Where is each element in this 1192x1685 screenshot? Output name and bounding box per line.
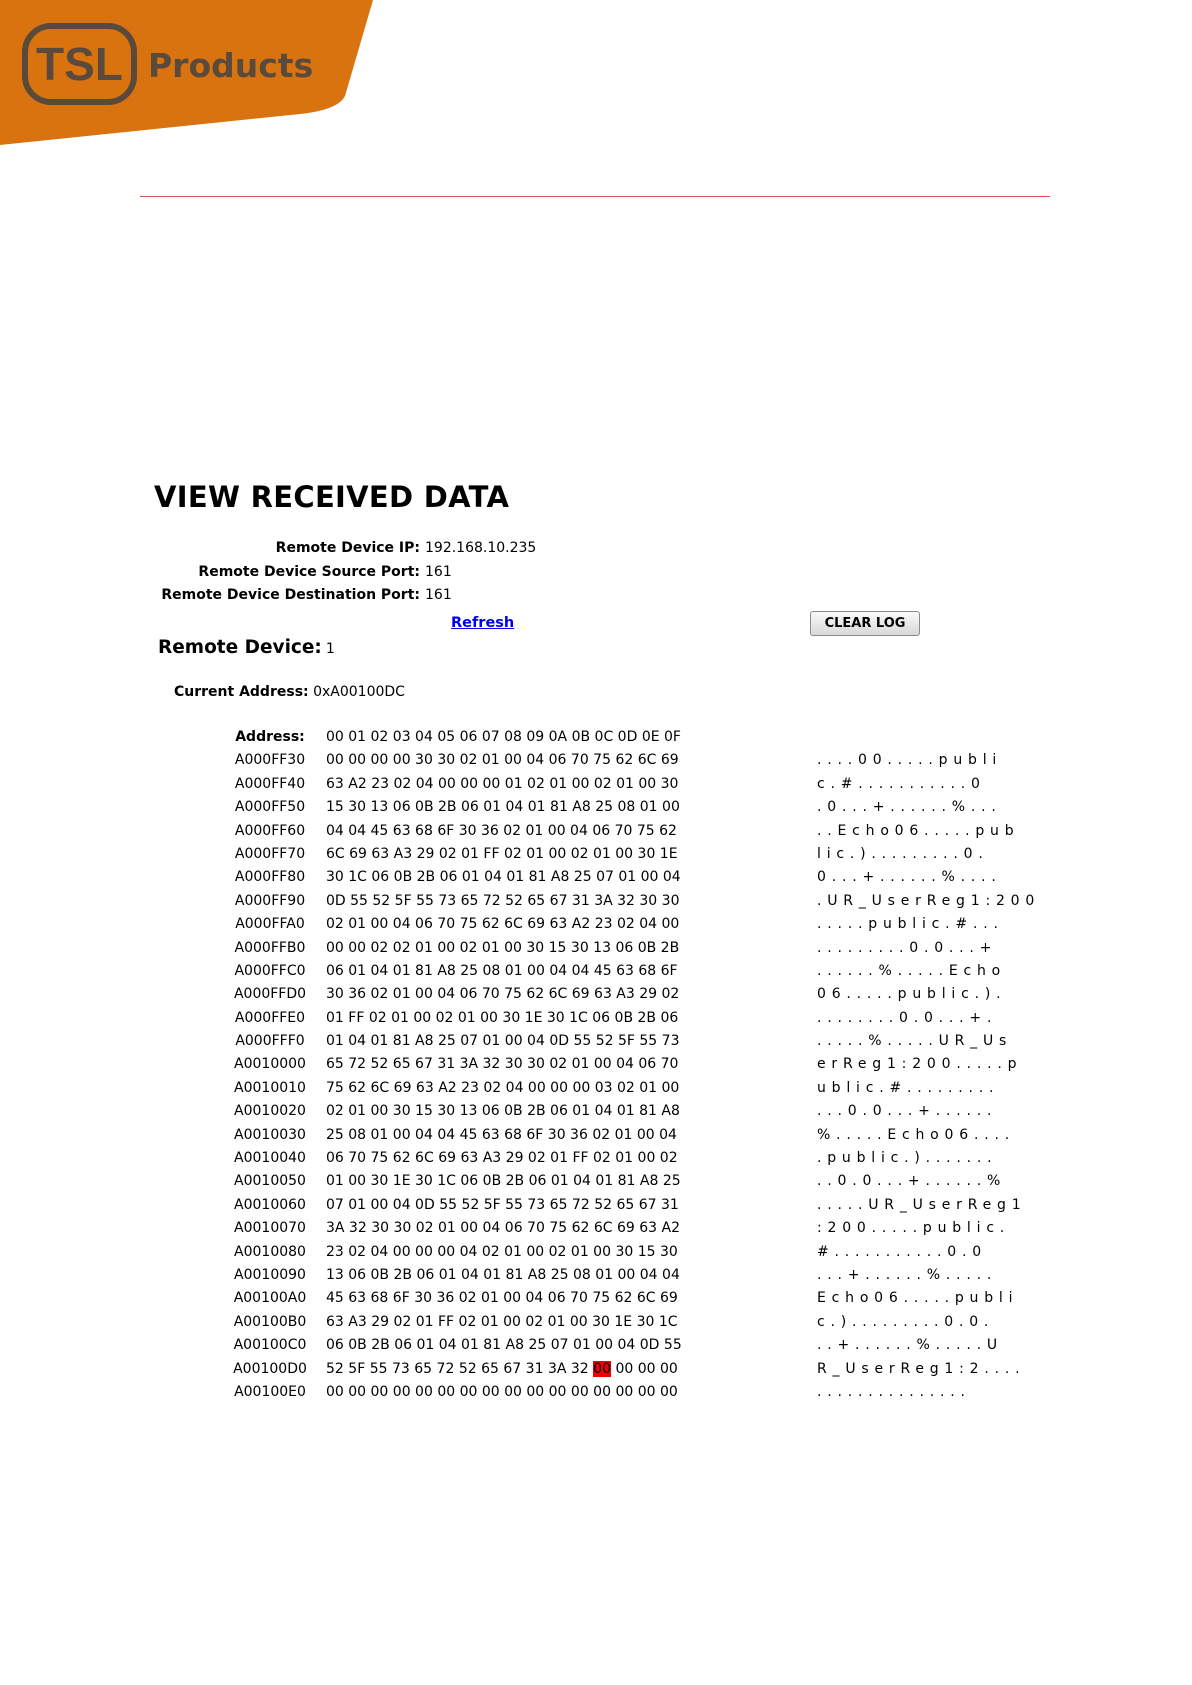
row-address: A0010060 [234, 1196, 306, 1213]
hex-byte: 31 [525, 1360, 544, 1377]
row-ascii: lic.).........0. [817, 845, 989, 862]
hex-byte: 00 [637, 1360, 656, 1377]
row-ascii: c.#...........0 [817, 775, 986, 792]
row-hex-bytes: 01 FF 02 01 00 02 01 00 30 1E 30 1C 06 0B 2B 06 [326, 1009, 679, 1026]
hex-byte: 32 [570, 1360, 589, 1377]
row-ascii: .....UR_UserReg1 [817, 1196, 1027, 1213]
byte-offset-header: 00 01 02 03 04 05 06 07 08 09 0A 0B 0C 0D 0E 0F [326, 729, 681, 745]
row-address: A000FF80 [234, 869, 306, 886]
row-address: A000FF60 [234, 822, 306, 839]
row-address: A000FFE0 [234, 1009, 306, 1026]
row-hex-bytes: 30 36 02 01 00 04 06 70 75 62 6C 69 63 A3 29 02 [326, 986, 680, 1003]
row-hex-bytes: 6C 69 63 A3 29 02 01 FF 02 01 00 02 01 00 30 1E [326, 845, 678, 862]
row-address: A0010040 [234, 1150, 306, 1167]
row-hex-bytes: 00 00 00 00 00 00 00 00 00 00 00 00 00 00 00 00 [326, 1383, 678, 1400]
info-value: 161 [425, 563, 452, 580]
row-hex-bytes: 23 02 04 00 00 00 04 02 01 00 02 01 00 30 15 30 [326, 1243, 678, 1260]
row-ascii: R_UserReg1:2.... [817, 1360, 1026, 1377]
header-divider [140, 196, 1050, 197]
hex-byte: 52 [326, 1360, 344, 1377]
logo-text: TSL [36, 38, 123, 90]
row-address: A000FFD0 [233, 986, 307, 1003]
remote-device-info [150, 540, 536, 611]
row-address: A00100E0 [234, 1383, 306, 1400]
row-hex-bytes: 04 04 45 63 68 6F 30 36 02 01 00 04 06 70 75 62 [326, 822, 677, 839]
row-hex-bytes: 06 0B 2B 06 01 04 01 81 A8 25 07 01 00 04 0D 55 [326, 1337, 682, 1354]
row-address: A0010010 [234, 1079, 306, 1096]
address-column-header: Address: [235, 729, 305, 745]
row-ascii: #...........0.0 [817, 1243, 987, 1260]
remote-device-label: Remote Device: [158, 637, 322, 658]
row-address: A000FFA0 [235, 916, 305, 933]
current-byte-highlight: 00 [593, 1360, 611, 1377]
current-address [174, 684, 405, 700]
row-address: A000FF70 [234, 845, 306, 862]
row-address: A000FF30 [234, 752, 306, 769]
row-address: A000FF40 [234, 775, 306, 792]
row-hex-bytes: 65 72 52 65 67 31 3A 32 30 30 02 01 00 04 06 70 [326, 1056, 679, 1073]
hex-byte: 5F [348, 1360, 366, 1377]
row-address: A0010090 [234, 1266, 306, 1283]
row-address: A000FFF0 [235, 1033, 305, 1050]
row-ascii: ..0.0...+......% [817, 1173, 1007, 1190]
row-ascii: 0...+......%.... [817, 869, 1002, 886]
row-address: A000FFC0 [234, 962, 306, 979]
row-ascii: ...0.0...+...... [817, 1103, 998, 1120]
row-address: A000FF90 [234, 892, 306, 909]
row-hex-bytes: 0D 55 52 5F 55 73 65 72 52 65 67 31 3A 32 30 30 [326, 892, 680, 909]
row-ascii: ...+......%..... [817, 1266, 998, 1283]
refresh-link[interactable]: Refresh [451, 615, 515, 631]
remote-device-value: 1 [325, 641, 335, 657]
row-hex-bytes: 07 01 00 04 0D 55 52 5F 55 73 65 72 52 65 67 31 [326, 1196, 679, 1213]
row-address: A0010070 [234, 1220, 306, 1237]
logo-products-text: Products [148, 46, 314, 85]
row-hex-bytes: 02 01 00 30 15 30 13 06 0B 2B 06 01 04 01 81 A8 [326, 1103, 680, 1120]
row-hex-bytes: 30 1C 06 0B 2B 06 01 04 01 81 A8 25 07 01 00 04 [326, 869, 681, 886]
row-hex-bytes: 01 04 01 81 A8 25 07 01 00 04 0D 55 52 5F 55 73 [326, 1033, 680, 1050]
hex-byte: 52 [458, 1360, 477, 1377]
info-value: 161 [425, 587, 452, 603]
row-hex-bytes: 06 70 75 62 6C 69 63 A3 29 02 01 FF 02 01 00 02 [326, 1150, 678, 1167]
row-address: A00100D0 [233, 1360, 307, 1377]
row-hex-bytes: 25 08 01 00 04 04 45 63 68 6F 30 36 02 01 00 04 [326, 1126, 677, 1143]
hex-byte: 67 [503, 1360, 522, 1377]
current-address-label: Current Address: [174, 684, 309, 700]
hex-byte: 00 [660, 1360, 678, 1377]
row-ascii: .public.)....... [817, 1150, 998, 1167]
tsl-products-logo [0, 0, 380, 145]
row-address: A000FFB0 [234, 939, 306, 956]
row-hex-bytes: 00 00 00 00 30 30 02 01 00 04 06 70 75 62 6C 69 [326, 752, 679, 769]
page-title: VIEW RECEIVED DATA [154, 480, 510, 514]
row-ascii: .....public.#... [817, 916, 1004, 933]
row-hex-bytes: 45 63 68 6F 30 36 02 01 00 04 06 70 75 62 6C 69 [326, 1290, 678, 1307]
row-hex-bytes: 75 62 6C 69 63 A2 23 02 04 00 00 00 03 02 01 00 [326, 1079, 680, 1096]
row-ascii: ....00.....publi [817, 752, 1003, 769]
row-hex-bytes: 13 06 0B 2B 06 01 04 01 81 A8 25 08 01 00 04 04 [326, 1266, 680, 1283]
info-row-destination-port [150, 587, 536, 611]
row-ascii: 06.....public.). [817, 986, 1007, 1003]
hex-byte: 73 [391, 1360, 410, 1377]
hex-byte: 00 [615, 1360, 634, 1377]
row-hex-bytes: 01 00 30 1E 30 1C 06 0B 2B 06 01 04 01 81 A8 25 [326, 1173, 681, 1190]
clear-log-button[interactable]: CLEAR LOG [810, 611, 920, 636]
current-address-value: 0xA00100DC [313, 684, 405, 700]
row-ascii: Echo06.....publi [817, 1290, 1019, 1307]
row-address: A0010020 [234, 1103, 306, 1120]
hex-byte: 65 [481, 1360, 499, 1377]
row-hex-bytes: 00 00 02 02 01 00 02 01 00 30 15 30 13 06 0B 2B [326, 939, 680, 956]
row-hex-bytes: 3A 32 30 30 02 01 00 04 06 70 75 62 6C 69 63 A2 [326, 1220, 680, 1237]
row-ascii: .0...+......%... [817, 799, 1002, 816]
info-row-source-port [150, 564, 536, 588]
hex-byte: 72 [436, 1360, 455, 1377]
row-hex-bytes: 06 01 04 01 81 A8 25 08 01 00 04 04 45 63 68 6F [326, 962, 678, 979]
row-ascii: .....%.....UR_Us [817, 1033, 1013, 1050]
row-ascii: ........0.0...+. [817, 1009, 998, 1026]
row-ascii: %.....Echo06.... [817, 1126, 1015, 1143]
row-address: A000FF50 [234, 799, 306, 816]
row-ascii: :200.....public. [817, 1220, 1011, 1237]
row-hex-bytes [326, 1361, 678, 1377]
row-ascii: erReg1:200.....p [817, 1056, 1023, 1073]
info-row-ip [150, 540, 536, 564]
row-address: A00100A0 [233, 1290, 307, 1307]
info-value: 192.168.10.235 [425, 540, 537, 556]
hex-byte: 55 [369, 1360, 388, 1377]
row-ascii: ..+......%.....U [817, 1337, 1003, 1354]
info-label: Remote Device IP: [275, 540, 420, 556]
info-label: Remote Device Source Port: [198, 563, 420, 580]
row-hex-bytes: 15 30 13 06 0B 2B 06 01 04 01 81 A8 25 08 01 00 [326, 799, 680, 816]
row-hex-bytes: 63 A2 23 02 04 00 00 00 01 02 01 00 02 01 00 30 [326, 775, 679, 792]
row-address: A0010050 [234, 1173, 306, 1190]
row-ascii: ......%.....Echo [817, 962, 1007, 979]
row-address: A0010000 [234, 1056, 306, 1073]
row-ascii: .........0.0...+ [817, 939, 998, 956]
row-address: A0010030 [234, 1126, 306, 1143]
hex-byte: 65 [414, 1360, 433, 1377]
row-hex-bytes: 63 A3 29 02 01 FF 02 01 00 02 01 00 30 1E 30 1C [326, 1313, 678, 1330]
row-address: A00100C0 [233, 1337, 307, 1354]
hex-byte: 3A [547, 1360, 567, 1377]
row-hex-bytes: 02 01 00 04 06 70 75 62 6C 69 63 A2 23 02 04 00 [326, 916, 680, 933]
info-label: Remote Device Destination Port: [161, 587, 420, 603]
remote-device-heading [158, 637, 335, 658]
row-ascii: ublic.#......... [817, 1079, 1000, 1096]
row-ascii: c.).........0.0. [817, 1313, 995, 1330]
row-ascii: ..Echo06.....pub [817, 822, 1020, 839]
row-address: A00100B0 [233, 1313, 307, 1330]
row-address: A0010080 [234, 1243, 306, 1260]
row-ascii: .UR_UserReg1:200 [817, 892, 1041, 909]
row-ascii: ............... [817, 1383, 971, 1400]
